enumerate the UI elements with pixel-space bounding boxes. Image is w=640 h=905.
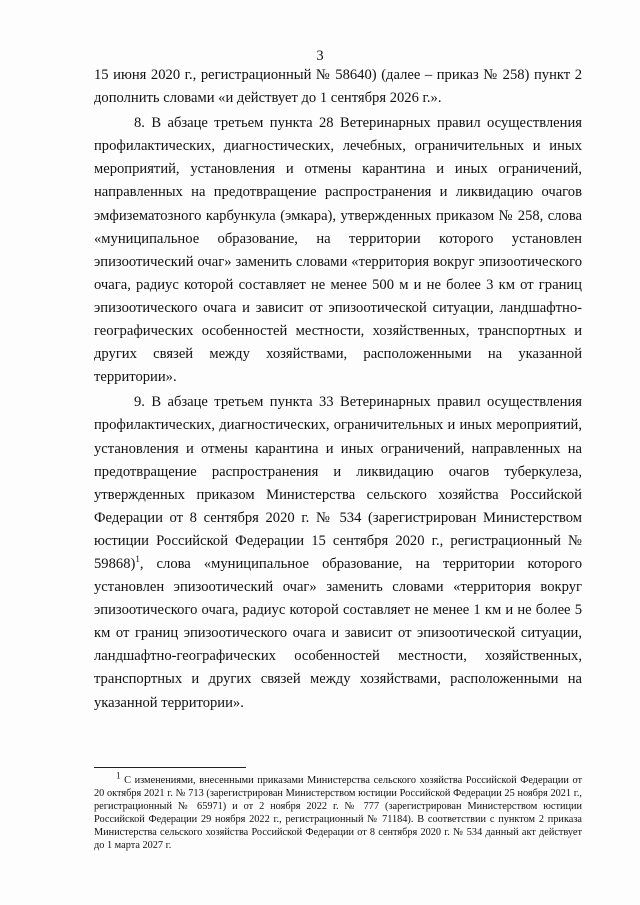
footnote-reference[interactable]: 1	[135, 554, 140, 565]
footnote	[94, 770, 582, 853]
paragraph-9	[94, 391, 582, 714]
footnote-text: С изменениями, внесенными приказами Министерства сельского хозяйства Российской Федерации от 20 октября 2021 г. № 713 (зарегистрирован Министерством юстиции Российской Федерации 25 ноября 2021 г., регистрационный № 65971) и от 2 ноября 2022 г. № 777 (зарегистрирован Министерством юстиции Российской Федерации 29 ноября 2022 г., регистрационный № 71184). В соответствии с пунктом 2 приказа Министерства сельского хозяйства Российской Федерации от 8 сентября 2020 г. № 534 данный акт действует до 1 марта 2027 г.	[94, 775, 582, 852]
paragraph-9-text-after: , слова «муниципальное образование, на территории которого установлен эпизоотический очаг» заменить словами «территория вокруг эпизоотического очага, радиус которой составляет не менее 1 км и не более 5 км от границ эпизоотического очага и зависит от эпизоотической ситуации, ландшафтно-географических особенностей местности, хозяйственных, транспортных и других связей между хозяйствами, расположенными на указанной территории».	[94, 555, 582, 711]
paragraph-9-text-before: 9. В абзаце третьем пункта 33 Ветеринарных правил осуществления профилактических, диагностических, ограничительных и иных мероприятий, установления и отмены карантина и иных ограничений, направленных на предотвращение распространения и ликвидацию очагов туберкулеза, утвержденных приказом Министерства сельского хозяйства Российской Федерации от 8 сентября 2020 г. № 534 (зарегистрирован Министерством юстиции Российской Федерации 15 сентября 2020 г., регистрационный № 59868)	[94, 394, 582, 572]
footnote-mark: 1	[116, 770, 121, 781]
paragraph-8: 8. В абзаце третьем пункта 28 Ветеринарных правил осуществления профилактических, диагностических, лечебных, ограничительных и иных мероприятий, установления и отмены карантина и иных ограничений, направленных на предотвращение распространения и ликвидацию очагов эмфизематозного карбункула (эмкара), утвержденных приказом № 258, слова «муниципальное образование, на территории которого установлен эпизоотический очаг» заменить словами «территория вокруг эпизоотического очага, радиус которой составляет не менее 500 м и не более 3 км от границ эпизоотического очага и зависит от эпизоотической ситуации, ландшафтно-географических особенностей местности, хозяйственных, транспортных и других связей между хозяйствами, расположенными на указанной территории».	[94, 115, 582, 386]
paragraph-continuation: 15 июня 2020 г., регистрационный № 58640) (далее – приказ № 258) пункт 2 дополнить словами «и действует до 1 сентября 2026 г.».	[94, 67, 582, 107]
body-text	[94, 64, 582, 715]
footnote-separator	[94, 767, 246, 768]
page-number: 3	[316, 48, 324, 64]
